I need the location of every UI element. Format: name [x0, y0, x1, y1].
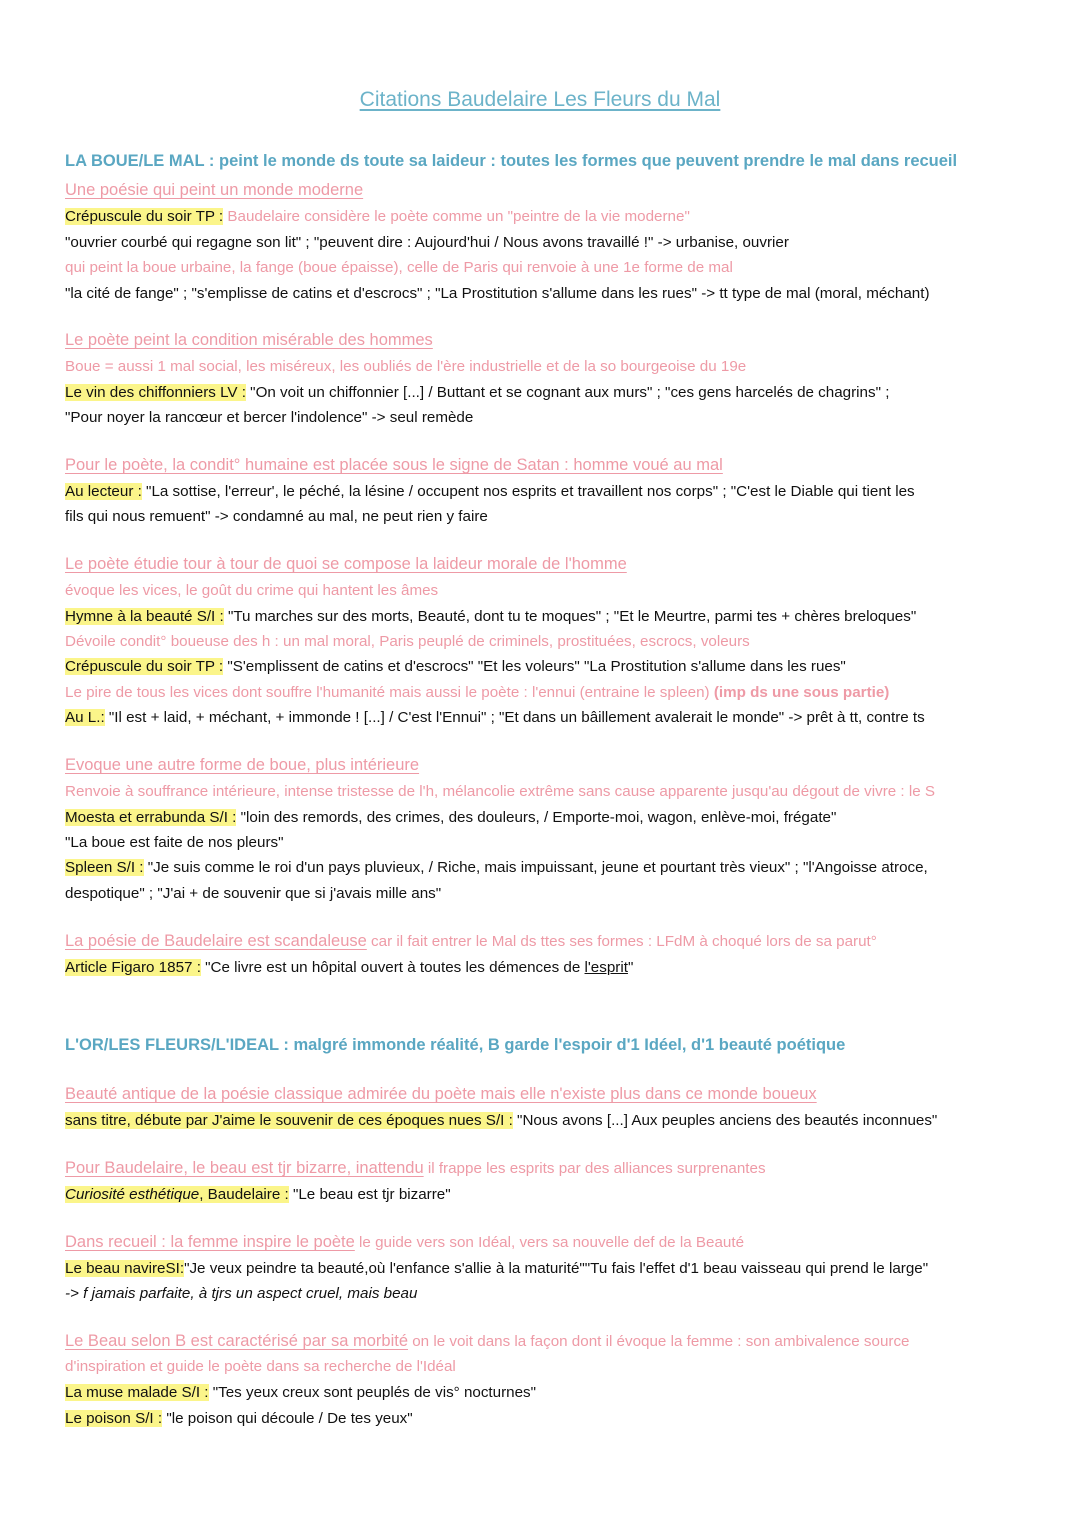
text-line — [65, 683, 889, 703]
highlight-label: Crépuscule du soir TP : — [65, 658, 224, 675]
text-line — [65, 808, 836, 828]
quote-end: " — [627, 959, 634, 976]
highlight-label — [65, 1186, 289, 1203]
pink-line: Boue = aussi 1 mal social, les miséreux, les oubliés de l'ère industrielle et de la so bourgeoise du 19e — [65, 358, 747, 375]
subheading-scandaleuse: La poésie de Baudelaire est scandaleuse — [65, 932, 367, 950]
text-line — [65, 1232, 744, 1253]
subheading-beaute-antique: Beauté antique de la poésie classique admirée du poète mais elle n'existe plus dans ce monde boueux — [65, 1085, 817, 1103]
quote-text: "Ce livre est un hôpital ouvert à toutes les démences de — [200, 959, 585, 976]
quote-text: "loin des remords, des crimes, des douleurs, / Emporte-moi, wagon, enlève-moi, frégate" — [236, 809, 837, 826]
quote-text: "Tes yeux creux sont peuplés de vis° nocturnes" — [208, 1384, 537, 1401]
text-line — [65, 1383, 536, 1403]
text-line — [65, 1158, 766, 1179]
subheading-boue-interieure: Evoque une autre forme de boue, plus intérieure — [65, 756, 420, 774]
quote-text: "On voit un chiffonnier [...] / Buttant et se cognant aux murs" ; "ces gens harcelés de chagrins" ; — [245, 384, 890, 401]
text-line — [65, 931, 877, 952]
quote-line: fils qui nous remuent" -> condamné au mal, ne peut rien y faire — [65, 508, 488, 525]
subheading-beau-bizarre: Pour Baudelaire, le beau est tjr bizarre, inattendu — [65, 1159, 424, 1177]
italic-line: -> f jamais parfaite, à tjrs un aspect cruel, mais beau — [65, 1285, 418, 1302]
text-line — [65, 858, 928, 878]
pink-text: car il fait entrer le Mal ds ttes ses formes : LFdM à choqué lors de sa parut° — [366, 933, 877, 950]
highlight-label: Hymne à la beauté S/I : — [65, 608, 224, 625]
pink-line: d'inspiration et guide le poète dans sa recherche de l'Idéal — [65, 1358, 456, 1375]
subheading-satan: Pour le poète, la condit° humaine est placée sous le signe de Satan : homme voué au mal — [65, 456, 723, 474]
italic-title: Curiosité esthétique — [65, 1186, 200, 1203]
pink-line: Dévoile condit° boueuse des h : un mal moral, Paris peuplé de criminels, prostituées, escrocs, voleurs — [65, 633, 750, 650]
page-title: Citations Baudelaire Les Fleurs du Mal — [359, 88, 721, 111]
quote-text: "La sottise, l'erreur', le péché, la lésine / occupent nos esprits et travaillent nos corps" ; "C'est le Diable qui tient les — [141, 483, 915, 500]
text-line — [65, 1331, 910, 1352]
text-line — [65, 482, 915, 502]
text-line — [65, 958, 633, 978]
pink-line: Renvoie à souffrance intérieure, intense tristesse de l'h, mélancolie extrême sans cause apparente jusqu'au dégout de vivre : le S — [65, 783, 936, 800]
quote-text: "Tu marches sur des morts, Beauté, dont tu te moques" ; "Et le Meurtre, parmi tes + chères breloques" — [223, 608, 917, 625]
highlight-label: Moesta et errabunda S/I : — [65, 809, 237, 826]
pink-text: Le pire de tous les vices dont souffre l'humanité mais aussi le poète : l'ennui (entraine le spleen) — [65, 684, 714, 701]
label-rest: , Baudelaire : — [199, 1186, 289, 1203]
text-line — [65, 383, 889, 403]
quote-line: "ouvrier courbé qui regagne son lit" ; "peuvent dire : Aujourd'hui / Nous avons travaillé !" -> urbanise, ouvrier — [65, 234, 789, 251]
pink-text: le guide vers son Idéal, vers sa nouvelle def de la Beauté — [354, 1234, 745, 1251]
quote-text: "S'emplissent de catins et d'escrocs" "Et les voleurs" "La Prostitution s'allume dans les rues" — [223, 658, 846, 675]
text-line — [65, 708, 925, 728]
highlight-label: Le beau navireSI: — [65, 1260, 185, 1277]
pink-text: Baudelaire considère le poète comme un "peintre de la vie moderne" — [223, 208, 690, 225]
text-line — [65, 1185, 451, 1205]
quote-text: "Je veux peindre ta beauté,où l'enfance s'allie à la maturité""Tu fais l'effet d'1 beau vaisseau qui prend le large" — [184, 1260, 929, 1277]
pink-line: évoque les vices, le goût du crime qui hantent les âmes — [65, 582, 439, 599]
subheading-poesie-moderne: Une poésie qui peint un monde moderne — [65, 181, 364, 199]
quote-text: "Le beau est tjr bizarre" — [288, 1186, 451, 1203]
pink-text: il frappe les esprits par des alliances surprenantes — [423, 1160, 766, 1177]
highlight-label: Le poison S/I : — [65, 1410, 163, 1427]
quote-text: "Je suis comme le roi d'un pays pluvieux, / Riche, mais impuissant, jeune et pourtant très vieux" ; "l'Angoisse atroce, — [143, 859, 928, 876]
highlight-label: La muse malade S/I : — [65, 1384, 209, 1401]
subheading-condition-miserable: Le poète peint la condition misérable des hommes — [65, 331, 433, 349]
subheading-morbite: Le Beau selon B est caractérisé par sa morbité — [65, 1332, 409, 1350]
pink-line: qui peint la boue urbaine, la fange (boue épaisse), celle de Paris qui renvoie à une 1e forme de mal — [65, 259, 733, 276]
subheading-femme-inspire: Dans recueil : la femme inspire le poète — [65, 1233, 355, 1251]
highlight-label: Au L.: — [65, 709, 105, 726]
quote-line: "La boue est faite de nos pleurs" — [65, 834, 284, 851]
highlight-label: sans titre, débute par J'aime le souvenir de ces époques nues S/I : — [65, 1112, 513, 1129]
pink-bold-text: (imp ds une sous partie) — [713, 684, 890, 701]
quote-text: "Nous avons [...] Aux peuples anciens des beautés inconnues" — [512, 1112, 938, 1129]
highlight-label: Au lecteur : — [65, 483, 142, 500]
quote-line: "la cité de fange" ; "s'emplisse de catins et d'escrocs" ; "La Prostitution s'allume dans les rues" -> tt type de mal (moral, méchant) — [65, 285, 930, 302]
quote-text: "le poison qui découle / De tes yeux" — [162, 1410, 413, 1427]
text-line — [65, 207, 690, 227]
subheading-laideur-morale: Le poète étudie tour à tour de quoi se compose la laideur morale de l'homme — [65, 555, 627, 573]
underlined-word: l'esprit — [584, 959, 628, 976]
highlight-label: Le vin des chiffonniers LV : — [65, 384, 246, 401]
text-line — [65, 1111, 937, 1131]
quote-line: "Pour noyer la rancœur et bercer l'indolence" -> seul remède — [65, 409, 474, 426]
text-line — [65, 1259, 928, 1279]
section-heading-ideal: L'OR/LES FLEURS/L'IDEAL : malgré immonde réalité, B garde l'espoir d'1 Idéel, d'1 beauté poétique — [65, 1036, 846, 1054]
quote-text: "Il est + laid, + méchant, + immonde ! [...] / C'est l'Ennui" ; "Et dans un bâillement avalerait le monde" -> prêt à tt, contre ts — [104, 709, 925, 726]
pink-text: on le voit dans la façon dont il évoque la femme : son ambivalence source — [408, 1333, 910, 1350]
text-line — [65, 657, 846, 677]
highlight-label: Crépuscule du soir TP : — [65, 208, 224, 225]
highlight-label: Article Figaro 1857 : — [65, 959, 201, 976]
text-line — [65, 1409, 413, 1429]
section-heading-boue: LA BOUE/LE MAL : peint le monde ds toute sa laideur : toutes les formes que peuvent prendre le mal dans recueil — [65, 152, 958, 170]
highlight-label: Spleen S/I : — [65, 859, 144, 876]
text-line — [65, 607, 916, 627]
quote-line: despotique" ; "J'ai + de souvenir que si j'avais mille ans" — [65, 885, 442, 902]
